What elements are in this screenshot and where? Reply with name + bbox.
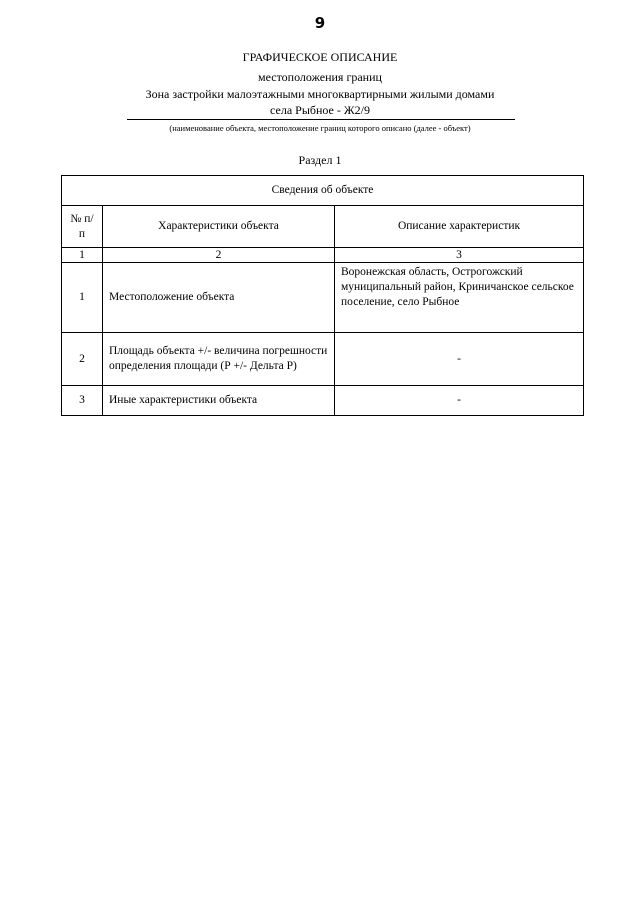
row-description: - xyxy=(335,386,584,416)
village-name: села Рыбное - Ж2/9 xyxy=(270,103,370,117)
row-number: 3 xyxy=(62,386,103,416)
column-number-row xyxy=(62,248,584,263)
row-number: 2 xyxy=(62,333,103,386)
header-description: Описание характеристик xyxy=(335,206,584,248)
object-caption: (наименование объекта, местоположение границ которого описано (далее - объект) xyxy=(169,123,471,133)
table-row xyxy=(62,263,584,333)
row-characteristic: Местоположение объекта xyxy=(103,263,335,333)
column-number: 3 xyxy=(335,248,584,263)
table-row xyxy=(62,386,584,416)
row-number: 1 xyxy=(62,263,103,333)
row-characteristic: Иные характеристики объекта xyxy=(103,386,335,416)
document-title: ГРАФИЧЕСКОЕ ОПИСАНИЕ xyxy=(242,50,398,64)
header-num: № п/п xyxy=(62,206,103,248)
row-description: - xyxy=(335,333,584,386)
column-number: 1 xyxy=(62,248,103,263)
page-number: 9 xyxy=(314,14,326,32)
document-subtitle: местоположения границ xyxy=(258,70,382,84)
row-description: Воронежская область, Острогожский муниципальный район, Криничанское сельское поселение, село Рыбное xyxy=(335,263,584,333)
object-info-table xyxy=(61,175,584,416)
title-underline xyxy=(127,119,515,120)
column-number: 2 xyxy=(103,248,335,263)
zone-name: Зона застройки малоэтажными многоквартирными жилыми домами xyxy=(145,87,495,101)
row-characteristic: Площадь объекта +/- величина погрешности определения площади (Р +/- Дельта Р) xyxy=(103,333,335,386)
table-title-row xyxy=(62,176,584,206)
table-header-row xyxy=(62,206,584,248)
table-title: Сведения об объекте xyxy=(62,176,584,206)
section-label: Раздел 1 xyxy=(298,153,342,167)
header-characteristics: Характеристики объекта xyxy=(103,206,335,248)
table-row xyxy=(62,333,584,386)
